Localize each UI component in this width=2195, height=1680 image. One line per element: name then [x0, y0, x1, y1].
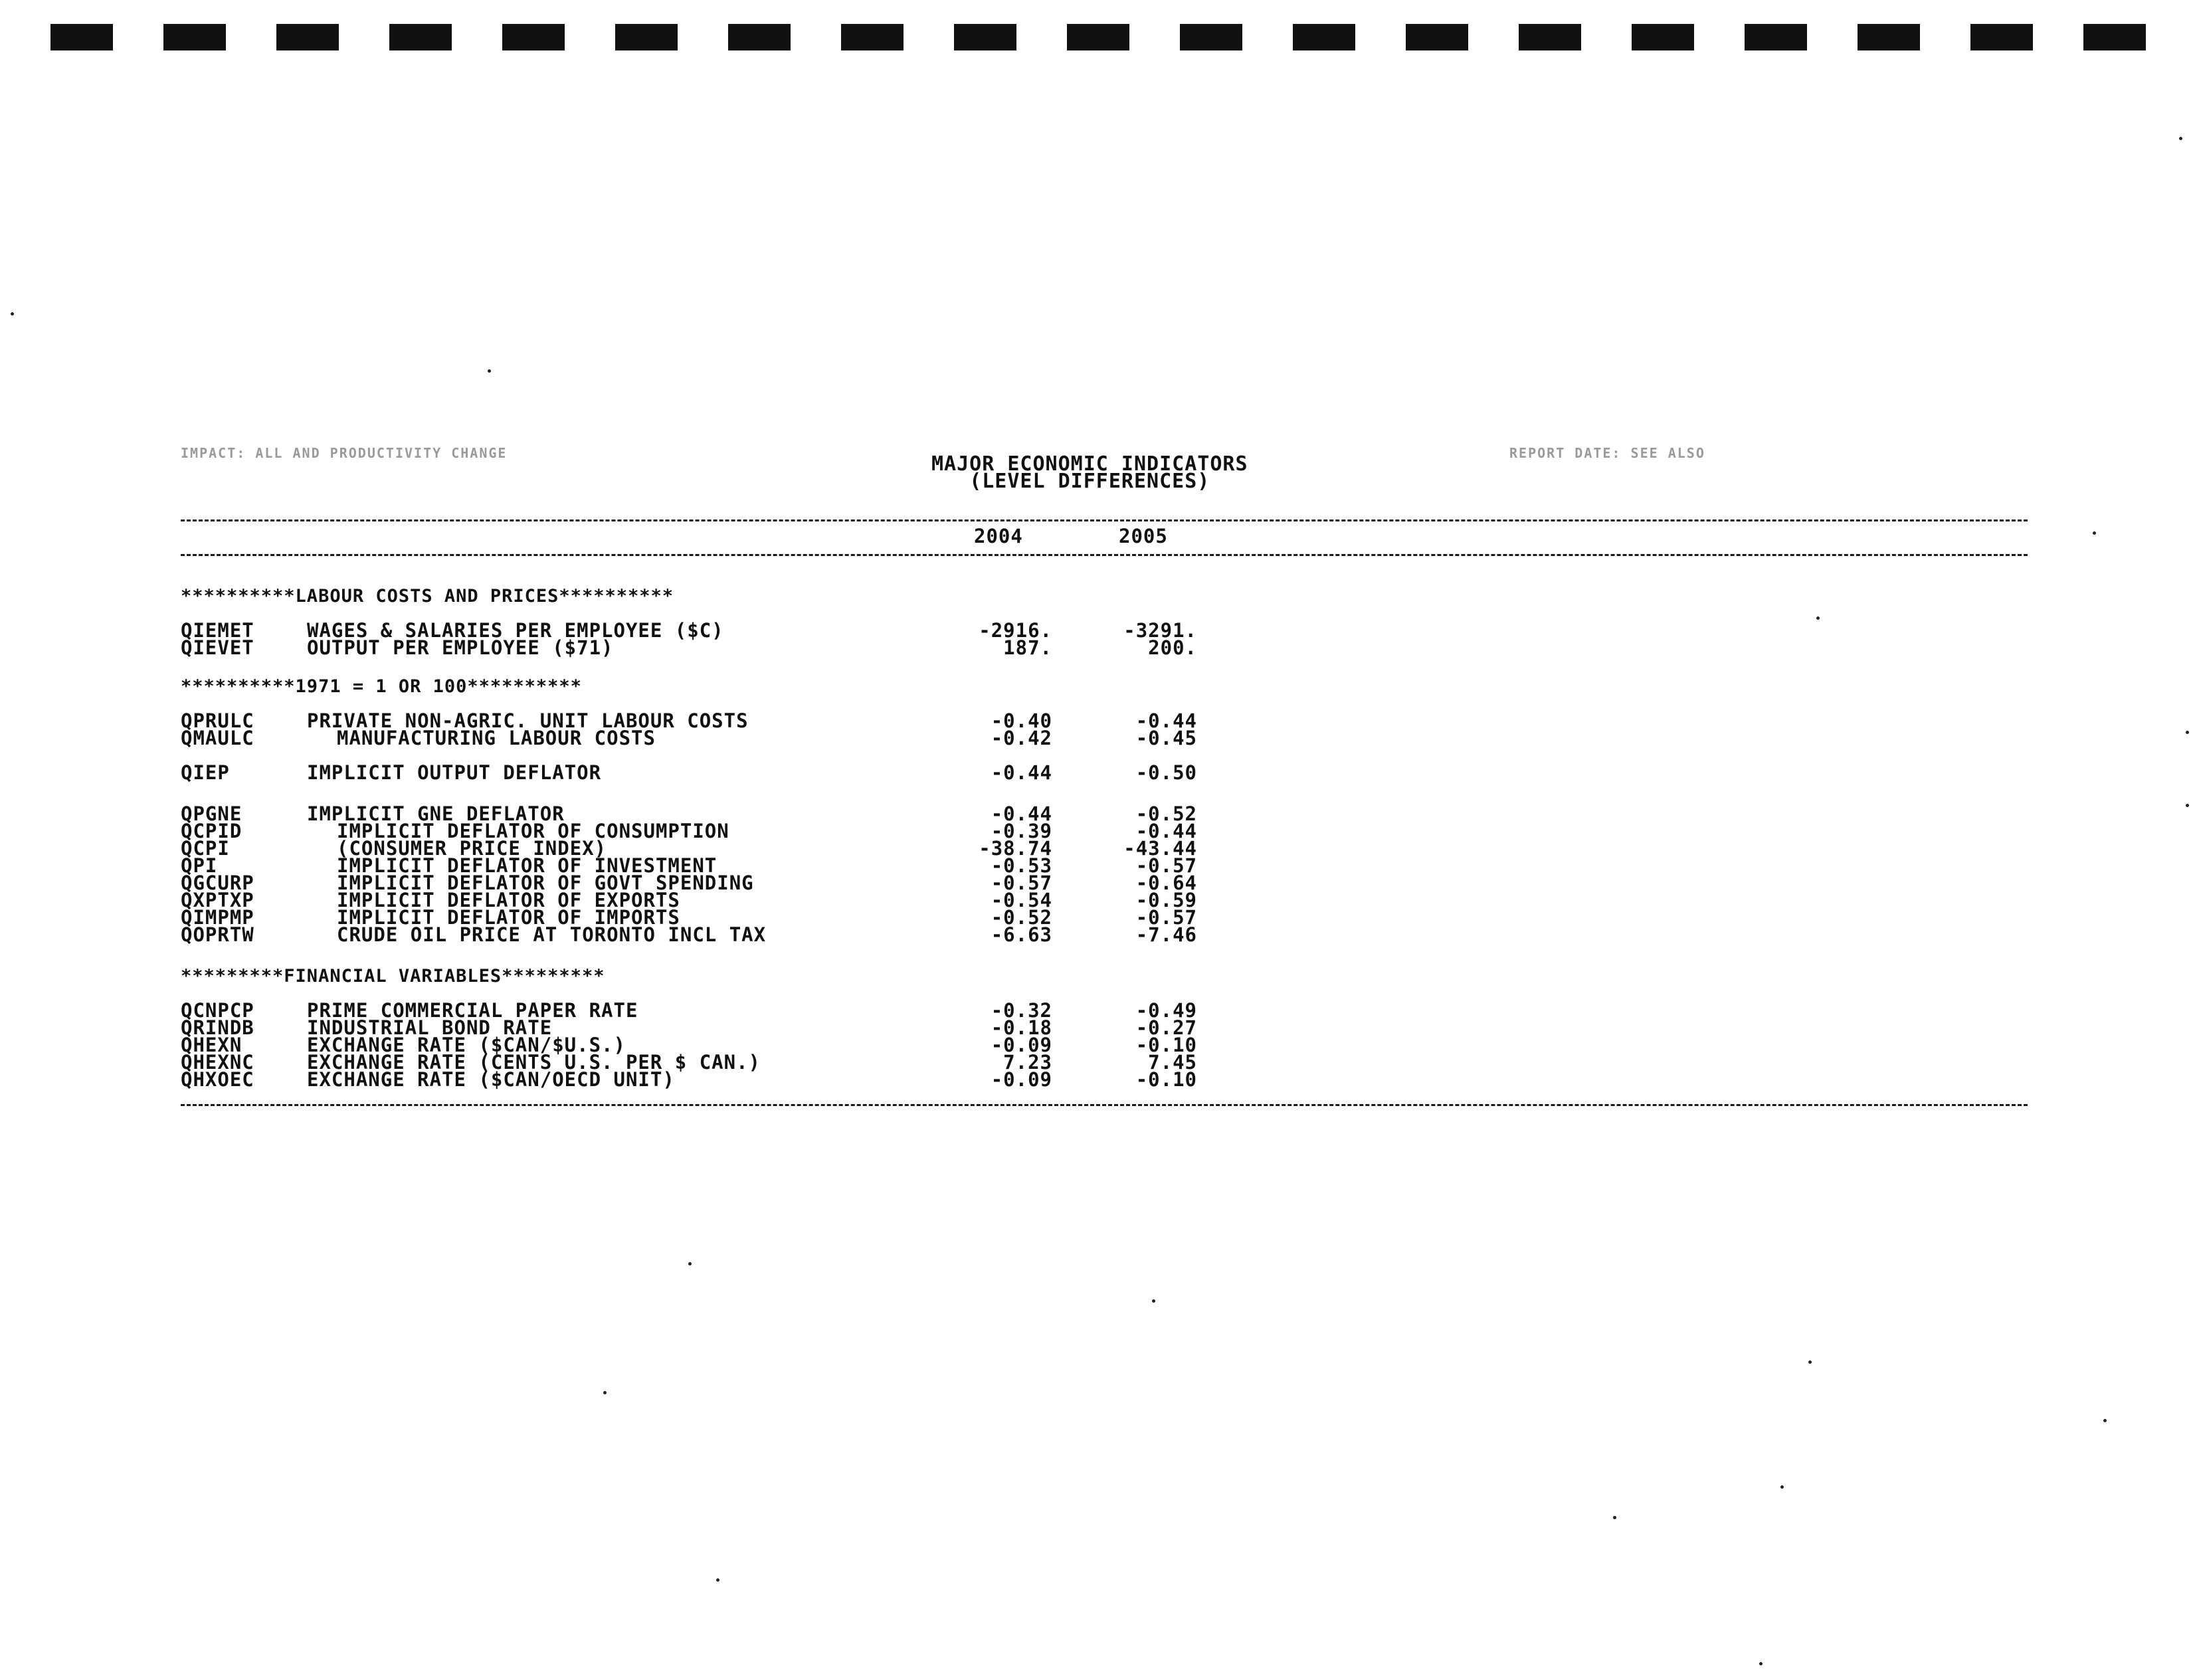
perforation-hole — [50, 24, 113, 50]
perforation-hole — [1406, 24, 1468, 50]
scan-speck — [2093, 531, 2096, 535]
scan-speck — [2179, 137, 2182, 140]
perforation-hole — [1632, 24, 1694, 50]
value-2004: -0.32 — [991, 999, 1052, 1022]
section-heading: *********FINANCIAL VARIABLES********* — [181, 966, 605, 986]
dashed-rule — [181, 1104, 2028, 1106]
value-2004: -0.44 — [991, 802, 1052, 825]
series-description: PRIME COMMERCIAL PAPER RATE — [307, 999, 638, 1022]
series-description: IMPLICIT DEFLATOR OF GOVT SPENDING — [337, 872, 754, 894]
value-2004: -6.63 — [991, 923, 1052, 946]
perforation-hole — [954, 24, 1016, 50]
value-2004: -0.39 — [991, 820, 1052, 842]
series-description: EXCHANGE RATE ($CAN/$U.S.) — [307, 1034, 626, 1056]
data-block — [181, 709, 1509, 749]
value-2005: -0.50 — [1135, 761, 1197, 784]
dashed-rule — [181, 519, 2028, 521]
value-2005: -0.49 — [1135, 999, 1197, 1022]
value-2004: -0.09 — [991, 1068, 1052, 1091]
series-code: QIEVET — [181, 636, 254, 659]
value-2005: -0.44 — [1135, 820, 1197, 842]
series-code: QIEP — [181, 761, 230, 784]
value-2004: -0.40 — [991, 709, 1052, 732]
section-heading: **********LABOUR COSTS AND PRICES********** — [181, 586, 674, 607]
series-code: QPRULC — [181, 709, 254, 732]
faded-header-left: IMPACT: ALL AND PRODUCTIVITY CHANGE — [181, 445, 508, 461]
computer-printout — [181, 445, 2028, 1123]
perforation-hole — [2083, 24, 2146, 50]
dashed-rule — [181, 554, 2028, 556]
perforation-hole — [1858, 24, 1920, 50]
series-code: QHEXNC — [181, 1051, 254, 1073]
column-header-2005: 2005 — [1119, 525, 1168, 547]
column-header-2004: 2004 — [974, 525, 1023, 547]
value-2004: -0.18 — [991, 1016, 1052, 1039]
data-block — [181, 619, 1509, 659]
perforation-hole — [276, 24, 339, 50]
value-2004: -2916. — [979, 619, 1052, 642]
scan-speck — [1808, 1360, 1812, 1364]
scan-speck — [1613, 1516, 1616, 1519]
value-2004: -0.52 — [991, 906, 1052, 929]
value-2005: -7.46 — [1135, 923, 1197, 946]
value-2005: -0.52 — [1135, 802, 1197, 825]
perforation-hole — [389, 24, 452, 50]
scan-speck — [2103, 1419, 2107, 1422]
report-title-line2: (LEVEL DIFFERENCES) — [969, 470, 1210, 493]
series-description: EXCHANGE RATE ($CAN/OECD UNIT) — [307, 1068, 675, 1091]
scan-speck — [488, 369, 491, 373]
series-code: QCNPCP — [181, 999, 254, 1022]
value-2004: -0.09 — [991, 1034, 1052, 1056]
perforation-hole — [1180, 24, 1242, 50]
report-title-line1: MAJOR ECONOMIC INDICATORS — [931, 452, 1248, 476]
perforation-hole — [728, 24, 791, 50]
value-2005: -0.10 — [1135, 1034, 1197, 1056]
series-code: QMAULC — [181, 727, 254, 749]
table-row — [181, 923, 1509, 946]
perforation-hole — [502, 24, 565, 50]
series-description: IMPLICIT DEFLATOR OF IMPORTS — [337, 906, 680, 929]
series-code: QHXOEC — [181, 1068, 254, 1091]
series-code: QPI — [181, 854, 218, 877]
data-block — [181, 761, 1509, 784]
data-block — [181, 802, 1509, 946]
series-description: IMPLICIT DEFLATOR OF INVESTMENT — [337, 854, 717, 877]
perforation-hole — [1519, 24, 1581, 50]
series-description: INDUSTRIAL BOND RATE — [307, 1016, 553, 1039]
value-2005: -0.45 — [1135, 727, 1197, 749]
series-description: MANUFACTURING LABOUR COSTS — [337, 727, 656, 749]
value-2005: -0.10 — [1135, 1068, 1197, 1091]
series-code: QPGNE — [181, 802, 242, 825]
series-code: QRINDB — [181, 1016, 254, 1039]
value-2004: -0.54 — [991, 889, 1052, 911]
value-2005: 200. — [1148, 636, 1197, 659]
perforation-strip — [50, 24, 2150, 50]
perforation-hole — [163, 24, 226, 50]
table-row — [181, 761, 1509, 784]
value-2004: -38.74 — [979, 837, 1052, 860]
value-2005: -3291. — [1123, 619, 1197, 642]
table-row — [181, 1068, 1509, 1091]
perforation-hole — [1067, 24, 1129, 50]
series-description: OUTPUT PER EMPLOYEE ($71) — [307, 636, 614, 659]
series-code: QHEXN — [181, 1034, 242, 1056]
data-block — [181, 999, 1509, 1091]
table-row — [181, 636, 1509, 659]
series-description: CRUDE OIL PRICE AT TORONTO INCL TAX — [337, 923, 767, 946]
value-2004: -0.57 — [991, 872, 1052, 894]
value-2005: -43.44 — [1123, 837, 1197, 860]
value-2005: -0.57 — [1135, 854, 1197, 877]
report-title — [931, 452, 1248, 493]
value-2005: -0.44 — [1135, 709, 1197, 732]
series-description: (CONSUMER PRICE INDEX) — [337, 837, 607, 860]
value-2005: -0.59 — [1135, 889, 1197, 911]
value-2004: 187. — [1003, 636, 1052, 659]
series-description: IMPLICIT GNE DEFLATOR — [307, 802, 565, 825]
scan-speck — [716, 1578, 719, 1582]
series-description: PRIVATE NON-AGRIC. UNIT LABOUR COSTS — [307, 709, 749, 732]
value-2004: -0.42 — [991, 727, 1052, 749]
scan-speck — [2186, 731, 2189, 734]
perforation-hole — [841, 24, 904, 50]
series-code: QXPTXP — [181, 889, 254, 911]
series-description: IMPLICIT OUTPUT DEFLATOR — [307, 761, 602, 784]
series-description: IMPLICIT DEFLATOR OF CONSUMPTION — [337, 820, 729, 842]
scan-speck — [1152, 1299, 1155, 1303]
scan-speck — [688, 1262, 692, 1265]
series-code: QIEMET — [181, 619, 254, 642]
series-code: QGCURP — [181, 872, 254, 894]
value-2005: -0.57 — [1135, 906, 1197, 929]
table-row — [181, 729, 1509, 747]
value-2005: -0.27 — [1135, 1016, 1197, 1039]
series-code: QOPRTW — [181, 923, 254, 946]
scan-speck — [603, 1391, 607, 1394]
perforation-hole — [1745, 24, 1807, 50]
series-code: QCPI — [181, 837, 230, 860]
value-2005: -0.64 — [1135, 872, 1197, 894]
perforation-hole — [1970, 24, 2033, 50]
value-2005: 7.45 — [1148, 1051, 1197, 1073]
series-code: QCPID — [181, 820, 242, 842]
series-description: IMPLICIT DEFLATOR OF EXPORTS — [337, 889, 680, 911]
scan-speck — [2186, 804, 2189, 807]
series-description: WAGES & SALARIES PER EMPLOYEE ($C) — [307, 619, 724, 642]
value-2004: 7.23 — [1003, 1051, 1052, 1073]
value-2004: -0.44 — [991, 761, 1052, 784]
value-2004: -0.53 — [991, 854, 1052, 877]
series-code: QIMPMP — [181, 906, 254, 929]
perforation-hole — [1293, 24, 1355, 50]
scan-speck — [1780, 1485, 1784, 1489]
perforation-hole — [615, 24, 678, 50]
faded-header-right: REPORT DATE: SEE ALSO — [1509, 445, 1705, 461]
scan-speck — [1759, 1662, 1763, 1665]
section-heading: **********1971 = 1 OR 100********** — [181, 676, 582, 697]
series-description: EXCHANGE RATE (CENTS U.S. PER $ CAN.) — [307, 1051, 761, 1073]
scan-speck — [11, 312, 14, 316]
